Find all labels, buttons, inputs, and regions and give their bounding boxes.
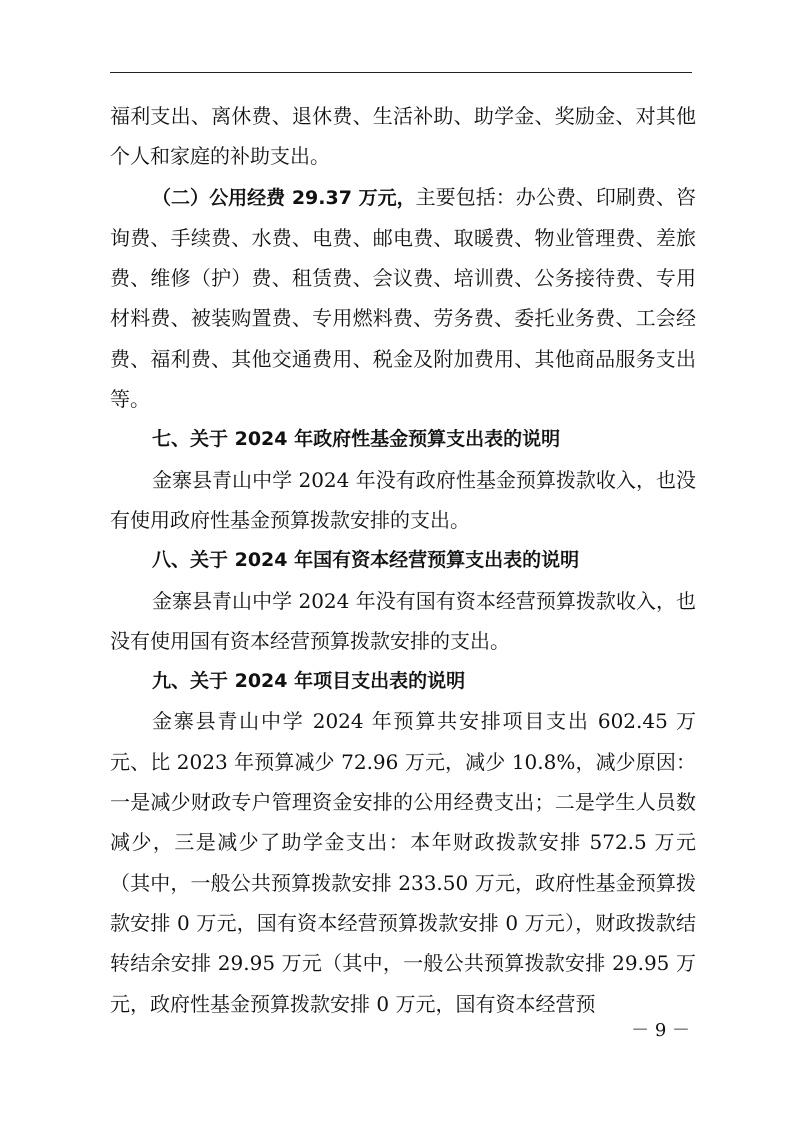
paragraph-personal-subsidy: 福利支出、离休费、退休费、生活补助、助学金、奖励金、对其他个人和家庭的补助支出。 [110, 104, 696, 169]
paragraph-section-7: 金寨县青山中学 2024 年没有政府性基金预算拨款收入，也没有使用政府性基金预算拨款安排的支出。 [110, 467, 696, 532]
page-number: － 9 － [631, 1020, 690, 1041]
paragraph-public-expenses [110, 177, 696, 420]
document-body [110, 96, 696, 1024]
header-rule [110, 72, 692, 73]
public-expenses-heading: （二）公用经费 29.37 万元， [152, 186, 416, 209]
paragraph-section-8: 金寨县青山中学 2024 年没有国有资本经营预算拨款收入，也没有使用国有资本经营预算拨款安排的支出。 [110, 588, 696, 653]
public-expenses-detail: 主要包括：办公费、印刷费、咨询费、手续费、水费、电费、邮电费、取暖费、物业管理费、差旅费、维修（护）费、租赁费、会议费、培训费、公务接待费、专用材料费、被装购置费、专用燃料费、劳务费、委托业务费、工会经费、福利费、其他交通费用、税金及附加费用、其他商品服务支出等。 [110, 184, 696, 412]
section-heading-9: 九、关于 2024 年项目支出表的说明 [152, 670, 466, 693]
section-heading-8: 八、关于 2024 年国有资本经营预算支出表的说明 [152, 549, 580, 572]
paragraph-section-9: 金寨县青山中学 2024 年预算共安排项目支出 602.45 万元、比 2023 年预算减少 72.96 万元，减少 10.8%，减少原因：一是减少财政专户管理资金安排的公用经费支出；二是学生人员数减少，三是减少了助学金支出：本年财政拨款安排 572.5 万元（其中，一般公共预算拨款安排 233.50 万元，政府性基金预算拨款安排 0 万元，国有资本经营预算拨款安排 0 万元），财政拨款结转结余安排 29.95 万元（其中，一般公共预算拨款安排 29.95 万元，政府性基金预算拨款安排 0 万元，国有资本经营预 [110, 709, 696, 1016]
section-heading-7: 七、关于 2024 年政府性基金预算支出表的说明 [152, 428, 561, 451]
